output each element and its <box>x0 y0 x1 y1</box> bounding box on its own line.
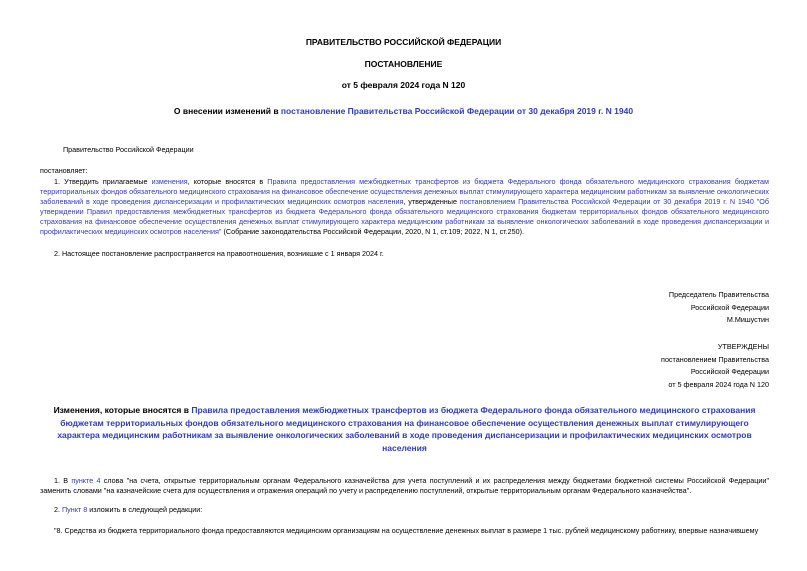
subject-prefix: О внесении изменений в <box>173 106 281 116</box>
p1-link-changes[interactable]: изменения <box>151 177 188 186</box>
signature-name: М.Мишустин <box>726 315 769 324</box>
c2-rest: изложить в следующей редакции: <box>87 505 203 514</box>
paragraph-1 <box>40 177 769 237</box>
c2-link[interactable]: Пункт 8 <box>62 505 88 514</box>
c2-start: 2. <box>54 505 62 514</box>
signature-line-2: Российской Федерации <box>690 302 769 312</box>
p1-link-rules[interactable]: Правила предоставления межбюджетных трансфертов из бюджета Федерального фонда обязательного медицинского страхования бюджетам территориальных фондов обязательного медицинского страхования на финансовое обеспечение осуществления денежных выплат стимулирующего характера медицинским работникам за выявление онкологических заболеваний в ходе проведения диспансеризации и профилактических медицинских осмотров населения <box>40 177 769 206</box>
document-type: ПОСТАНОВЛЕНИЕ <box>364 59 443 69</box>
changes-title-prefix: Изменения, которые вносятся в <box>53 405 192 415</box>
intro-text: Правительство Российской Федерации <box>63 145 194 154</box>
paragraph-2: 2. Настоящее постановление распространяется на правоотношения, возникшие с 1 января 2024 г. <box>54 249 384 258</box>
changes-title-link[interactable]: Правила предоставления межбюджетных трансфертов из бюджета Федерального фонда обязательного медицинского страхования бюджетам территориальных фондов обязательного медицинского страхования на финансовое обеспечение осуществления денежных выплат стимулирующего характера медицинским работникам за выявление онкологических заболеваний в ходе проведения диспансеризации и профилактических медицинских осмотров населения <box>57 405 756 453</box>
approval-line-3: Российской Федерации <box>690 367 769 376</box>
p1-mid1: , которые вносятся в <box>187 177 268 186</box>
approval-line-4: от 5 февраля 2024 года N 120 <box>668 379 769 389</box>
government-title: ПРАВИТЕЛЬСТВО РОССИЙСКОЙ ФЕДЕРАЦИИ <box>305 37 502 47</box>
document-date-number: от 5 февраля 2024 года N 120 <box>341 80 466 90</box>
approval-line-2: постановлением Правительства <box>661 354 769 364</box>
change-item-2 <box>54 505 202 515</box>
p1-link-decree[interactable]: постановлением Правительства Российской Федерации от 30 декабря 2019 г. N 1940 "Об утверждении Правил предоставления межбюджетных трансфертов из бюджета Федерального фонда обязательного медицинского страхования бюджетам территориальных фондов обязательного медицинского страхования на финансовое обеспечение осуществления денежных выплат стимулирующего характера медицинским работникам за выявление онкологических заболеваний в ходе проведения диспансеризации и профилактических медицинских осмотров населения" <box>40 197 769 236</box>
decides-text: постановляет: <box>40 166 88 175</box>
p1-start: 1. Утвердить прилагаемые <box>54 177 152 186</box>
signature-block <box>669 289 769 327</box>
change-item-1 <box>40 476 769 496</box>
change-item-3: "8. Средства из бюджета территориального фонда предоставляются медицинским организациям на осуществление денежных выплат в размере 1 тыс. рублей медицинскому работнику, впервые назначившему <box>54 526 759 535</box>
signature-line-1: Председатель Правительства <box>668 290 769 299</box>
c1-link[interactable]: пункте 4 <box>71 476 101 485</box>
c1-rest: слова "на счета, открытые территориальным органам Федерального казначейства для учета поступлений и их распределения между бюджетами бюджетной системы Российской Федерации" заменить словами "на казначейские счета для осуществления и отражения операций по учету и распределению поступлений, открытые территориальным органам Федерального казначейства". <box>40 476 769 495</box>
subject-link[interactable]: постановление Правительства Российской Федерации от 30 декабря 2019 г. N 1940 <box>280 106 634 116</box>
c1-start: 1. В <box>54 476 72 485</box>
p1-mid2: , утвержденные <box>403 197 460 206</box>
changes-title <box>40 404 769 454</box>
approval-line-1: УТВЕРЖДЕНЫ <box>717 342 769 351</box>
p1-end: (Собрание законодательства Российской Федерации, 2020, N 1, ст.109; 2022, N 1, ст.250). <box>221 227 525 236</box>
approval-block <box>661 341 769 391</box>
document-subject <box>0 106 807 116</box>
